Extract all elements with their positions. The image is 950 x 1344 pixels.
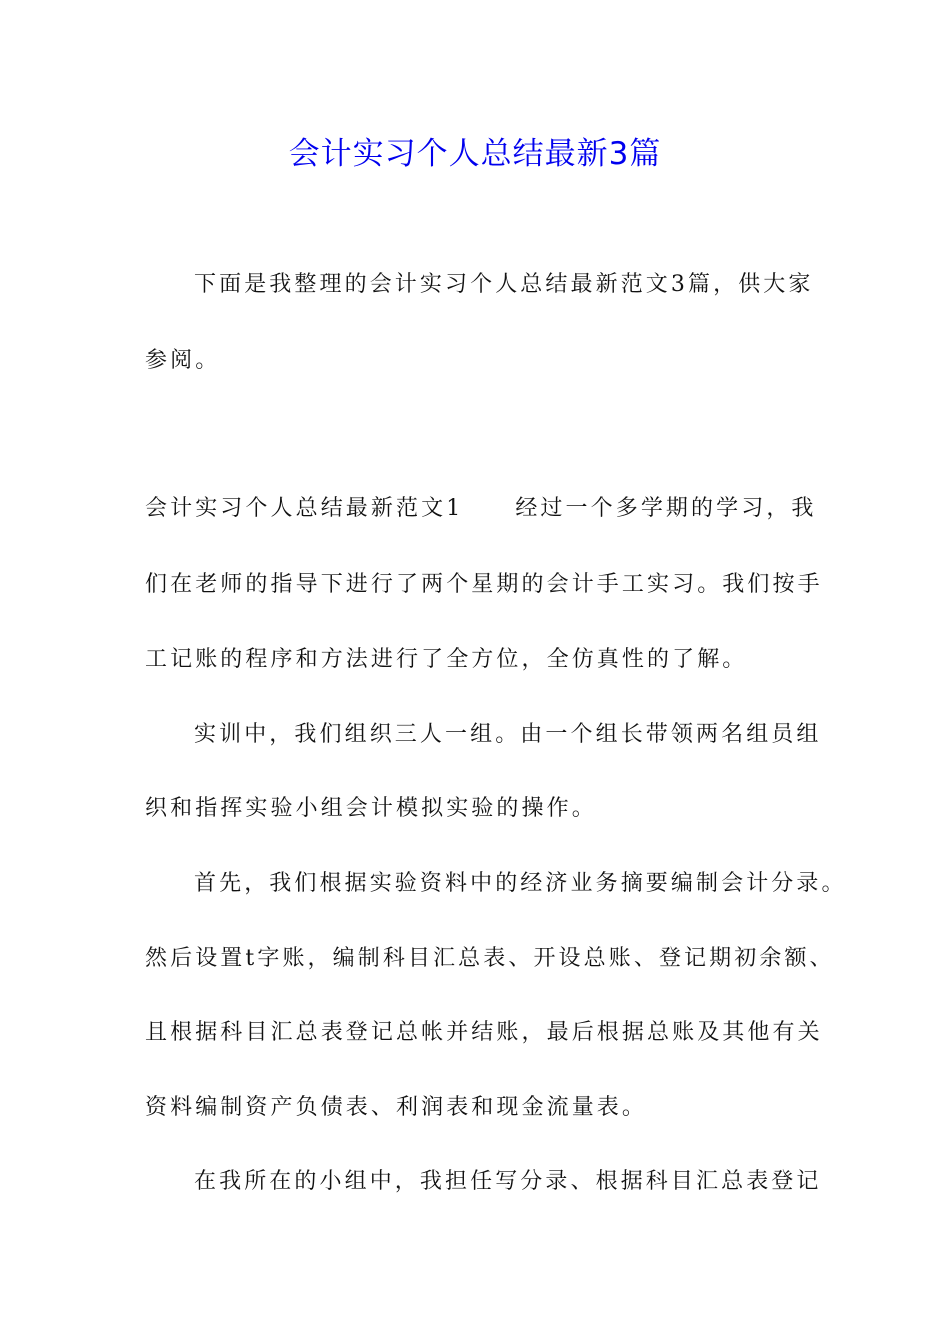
paragraph-procedure-line-4: 资料编制资产负债表、利润表和现金流量表。 — [145, 1095, 648, 1120]
paragraph-training-line-2: 织和指挥实验小组会计模拟实验的操作。 — [145, 796, 597, 821]
paragraph-essay-1-line-2: 们在老师的指导下进行了两个星期的会计手工实习。我们按手 — [145, 572, 823, 597]
paragraph-procedure-line-1: 首先，我们根据实验资料中的经济业务摘要编制会计分录。 — [194, 871, 847, 896]
paragraph-training-line-1: 实训中，我们组织三人一组。由一个组长带领两名组员组 — [194, 722, 822, 747]
paragraph-role-line-1: 在我所在的小组中，我担任写分录、根据科目汇总表登记 — [194, 1169, 822, 1194]
essay-1-first-sentence: 经过一个多学期的学习，我 — [515, 496, 817, 521]
essay-1-heading: 会计实习个人总结最新范文1 — [145, 496, 464, 521]
paragraph-procedure-line-3: 且根据科目汇总表登记总帐并结账，最后根据总账及其他有关 — [145, 1020, 823, 1045]
paragraph-intro-line-1: 下面是我整理的会计实习个人总结最新范文3篇，供大家 — [194, 272, 814, 297]
paragraph-intro-line-2: 参阅。 — [145, 348, 221, 373]
document-title: 会计实习个人总结最新3篇 — [288, 136, 662, 172]
paragraph-essay-1-line-1 — [145, 489, 817, 529]
paragraph-essay-1-line-3: 工记账的程序和方法进行了全方位，全仿真性的了解。 — [145, 647, 748, 672]
paragraph-procedure-line-2: 然后设置t字账，编制科目汇总表、开设总账、登记期初余额、 — [145, 946, 835, 971]
